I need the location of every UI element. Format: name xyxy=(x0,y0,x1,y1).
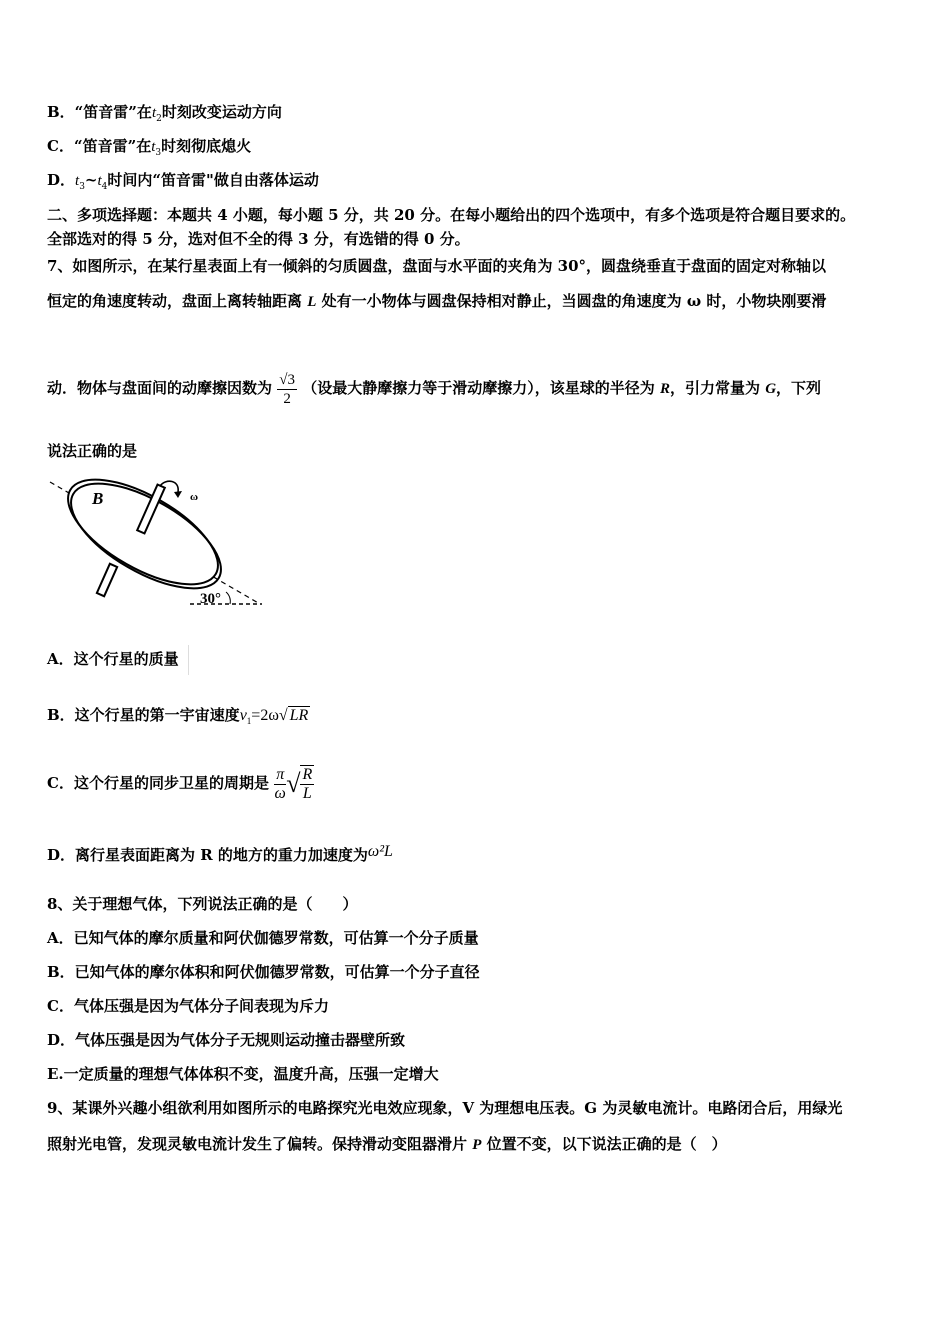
q6-option-c xyxy=(47,136,251,163)
stem-text: ，引力常量为 xyxy=(669,379,766,397)
q8-stem: 8、关于理想气体，下列说法正确的是（ ） xyxy=(47,895,358,913)
fraction-numerator: π xyxy=(276,765,285,783)
option-text: D． xyxy=(47,171,76,189)
stem-text: （设最大静摩擦力等于滑动摩擦力），该星球的半径为 xyxy=(302,379,660,397)
variable-t: t xyxy=(151,139,156,155)
variable-G: G xyxy=(765,381,777,397)
q8-option-b: B．已知气体的摩尔体积和阿伏伽德罗常数，可估算一个分子直径 xyxy=(47,963,480,981)
stem-text: 动．物体与盘面间的动摩擦因数为 xyxy=(47,379,273,397)
q7-option-a xyxy=(47,645,199,675)
period-root-fraction xyxy=(300,765,314,803)
variable-L: L xyxy=(307,294,317,310)
fraction-denominator: L xyxy=(302,785,312,802)
section-2-line-1: 二、多项选择题：本题共 4 小题，每小题 5 分，共 20 分。在每小题给出的四个选项中，有多个选项是符合题目要求的。 xyxy=(47,206,856,224)
stem-text: 处有一小物体与圆盘保持相对静止，当圆盘的角速度为 ω 时，小物块刚要滑 xyxy=(316,292,827,310)
q6-option-d xyxy=(47,170,319,197)
formula-radicand: LR xyxy=(289,707,309,724)
variable-t: t xyxy=(151,105,157,121)
arrowhead-icon xyxy=(174,491,182,498)
subscript: 1 xyxy=(246,716,252,727)
option-text: 时间内“笛音雷"做自由落体运动 xyxy=(107,171,319,189)
q9-stem-line-2 xyxy=(47,1134,727,1155)
stem-text: 照射光电管，发现灵敏电流计发生了偏转。保持滑动变阻器滑片 xyxy=(47,1135,473,1153)
formula-rhs: =2ω xyxy=(251,707,279,724)
tilde: ~ xyxy=(84,171,98,189)
option-text: 时刻彻底熄火 xyxy=(161,137,252,155)
option-text: A．这个行星的质量 xyxy=(47,650,179,668)
subscript: 2 xyxy=(156,114,162,124)
fraction-denominator: ω xyxy=(274,784,286,802)
option-text: B．这个行星的第一宇宙速度 xyxy=(47,706,240,724)
section-2-line-2: 全部选对的得 5 分，选对但不全的得 3 分，有选错的得 0 分。 xyxy=(47,230,470,248)
angle-arc xyxy=(226,592,230,604)
stem-text: 恒定的角速度转动，盘面上离转轴距离 xyxy=(47,292,308,310)
variable-P: P xyxy=(472,1137,482,1153)
formula-lhs: v xyxy=(239,707,247,724)
first-cosmic-velocity-formula: $v_1=2\omega√$ LR xyxy=(239,707,309,727)
disc-label-B: B xyxy=(92,489,104,508)
q8-option-e: E.一定质量的理想气体体积不变，温度升高，压强一定增大 xyxy=(47,1065,439,1083)
subscript: 4 xyxy=(101,182,108,192)
q9-stem-line-1: 9、某课外兴趣小组欲利用如图所示的电路探究光电效应现象，V 为理想电压表。G 为灵敏电流计。电路闭合后，用绿光 xyxy=(47,1099,843,1117)
q7-option-d xyxy=(47,839,393,868)
q7-stem-line-4: 说法正确的是 xyxy=(47,442,138,460)
option-text: D．离行星表面距离为 R 的地方的重力加速度为 xyxy=(47,846,368,864)
variable-R: R xyxy=(659,381,670,397)
variable-t: t xyxy=(97,173,102,189)
option-text: 时刻改变运动方向 xyxy=(161,103,282,121)
q8-option-c: C．气体压强是因为气体分子间表现为斥力 xyxy=(47,997,329,1015)
angle-label: 30° xyxy=(200,591,221,607)
period-fraction xyxy=(274,766,286,803)
friction-coefficient-fraction xyxy=(277,371,297,408)
tilted-disc-figure xyxy=(40,474,270,610)
option-text: B．“笛音雷”在 xyxy=(47,103,152,121)
axle-bottom xyxy=(97,564,117,596)
q7-stem-line-1: 7、如图所示，在某行星表面上有一倾斜的匀质圆盘，盘面与水平面的夹角为 30°，圆盘绕垂直于盘面的固定对称轴以 xyxy=(47,257,827,275)
option-text: C．“笛音雷”在 xyxy=(47,137,152,155)
stem-text: ，下列 xyxy=(776,379,822,397)
q7-option-b xyxy=(47,701,310,735)
q7-stem-line-3 xyxy=(47,368,821,409)
option-text: C．这个行星的同步卫星的周期是 xyxy=(47,774,269,792)
formula-image-faint xyxy=(188,645,199,675)
gravity-formula: ω²L xyxy=(367,843,393,860)
variable-t: t xyxy=(75,173,80,189)
fraction-numerator: √3 xyxy=(279,371,295,388)
q7-stem-line-2 xyxy=(47,291,826,312)
subscript: 3 xyxy=(155,148,162,158)
stem-text: 位置不变，以下说法正确的是（ ） xyxy=(481,1135,727,1153)
subscript: 3 xyxy=(79,182,85,192)
fraction-denominator: 2 xyxy=(283,390,291,407)
q7-option-c: C．这个行星的同步卫星的周期是 $\frac{\pi}{\omega}$ √ $\frac{R}{L}$ xyxy=(47,765,313,802)
fraction-numerator: R xyxy=(302,766,313,783)
q8-option-a: A．已知气体的摩尔质量和阿伏伽德罗常数，可估算一个分子质量 xyxy=(47,929,479,947)
q8-option-d: D．气体压强是因为气体分子无规则运动撞击器壁所致 xyxy=(47,1031,406,1049)
q6-option-b xyxy=(47,102,282,129)
omega-label: ω xyxy=(190,491,199,503)
